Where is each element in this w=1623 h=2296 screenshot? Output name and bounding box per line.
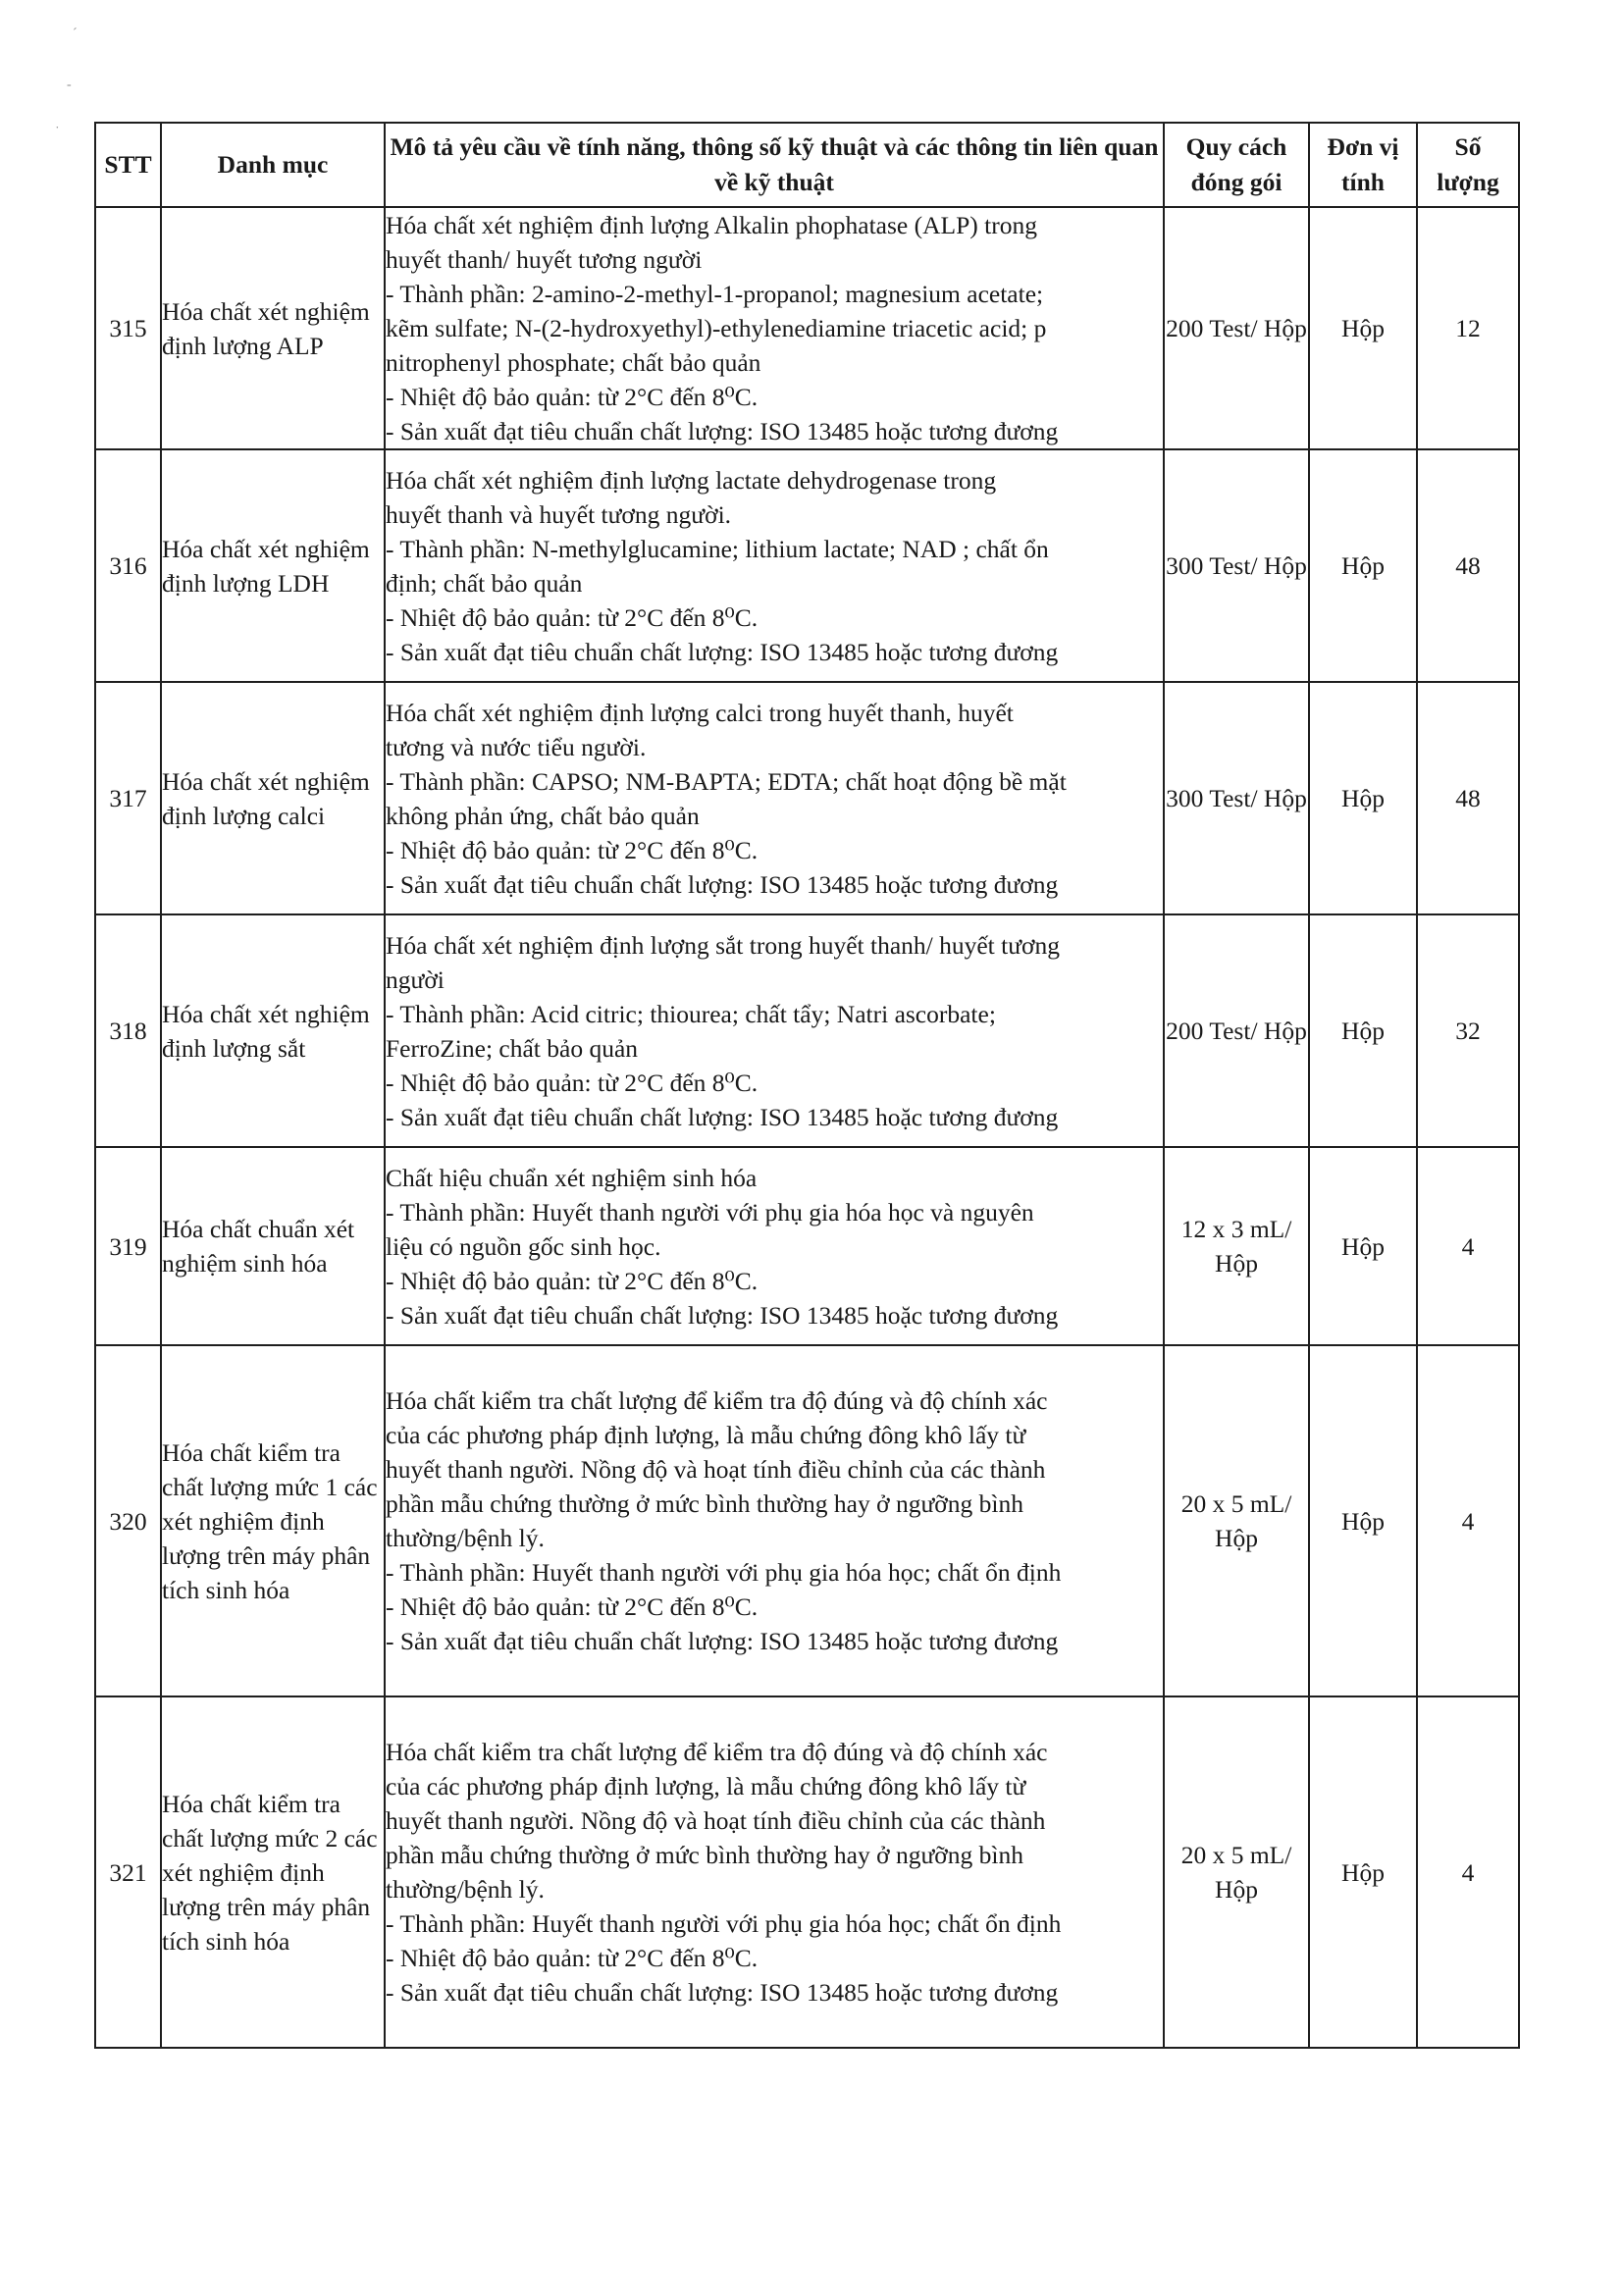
- row-packaging: 300 Test/ Hộp: [1164, 682, 1309, 914]
- description-line: huyết thanh người. Nồng độ và hoạt tính điều chỉnh của các thành: [386, 1806, 1046, 1835]
- row-packaging: 12 x 3 mL/ Hộp: [1164, 1147, 1309, 1345]
- description-line: Hóa chất kiểm tra chất lượng để kiểm tra độ đúng và độ chính xác: [386, 1386, 1048, 1415]
- row-quantity: 48: [1417, 682, 1519, 914]
- row-unit: Hộp: [1309, 1696, 1417, 2048]
- table-row: [95, 449, 1519, 682]
- description-line: liệu có nguồn gốc sinh học.: [386, 1231, 661, 1261]
- description-line: - Thành phần: Huyết thanh người với phụ gia hóa học và nguyên: [386, 1197, 1034, 1226]
- description-line: - Sản xuất đạt tiêu chuẩn chất lượng: ISO 13485 hoặc tương đương: [386, 1300, 1059, 1330]
- description-line: - Thành phần: Acid citric; thiourea; chất tẩy; Natri ascorbate;: [386, 999, 996, 1028]
- row-quantity: 4: [1417, 1147, 1519, 1345]
- description-line: Hóa chất xét nghiệm định lượng calci trong huyết thanh, huyết: [386, 698, 1014, 727]
- description-line: - Sản xuất đạt tiêu chuẩn chất lượng: ISO 13485 hoặc tương đương: [386, 1102, 1059, 1131]
- description-line: Chất hiệu chuẩn xét nghiệm sinh hóa: [386, 1163, 758, 1192]
- row-quantity: 48: [1417, 449, 1519, 682]
- row-category: Hóa chất xét nghiệm định lượng ALP: [161, 207, 385, 449]
- description-line: kẽm sulfate; N-(2-hydroxyethyl)-ethylenediamine triacetic acid; p: [386, 314, 1047, 342]
- row-unit: Hộp: [1309, 914, 1417, 1147]
- row-description: [385, 207, 1164, 449]
- description-line: - Nhiệt độ bảo quản: từ 2°C đến 8⁰C.: [386, 602, 759, 632]
- row-stt: 317: [95, 682, 161, 914]
- row-packaging: 300 Test/ Hộp: [1164, 449, 1309, 682]
- row-quantity: 32: [1417, 914, 1519, 1147]
- description-line: - Nhiệt độ bảo quản: từ 2°C đến 8⁰C.: [386, 1944, 759, 1972]
- description-line: Hóa chất xét nghiệm định lượng sắt trong huyết thanh/ huyết tương: [386, 930, 1061, 960]
- row-packaging: 200 Test/ Hộp: [1164, 207, 1309, 449]
- description-line: thường/bệnh lý.: [386, 1875, 545, 1904]
- table-row: [95, 1345, 1519, 1696]
- specification-table: [94, 122, 1520, 2049]
- description-line: không phản ứng, chất bảo quản: [386, 801, 700, 830]
- description-line: tương và nước tiểu người.: [386, 732, 647, 761]
- description-line: định; chất bảo quản: [386, 568, 583, 598]
- row-packaging: 20 x 5 mL/ Hộp: [1164, 1345, 1309, 1696]
- description-line: - Nhiệt độ bảo quản: từ 2°C đến 8⁰C.: [386, 1592, 759, 1621]
- row-category: Hóa chất kiểm tra chất lượng mức 1 các xét nghiệm định lượng trên máy phân tích sinh hóa: [161, 1345, 385, 1696]
- table-row: [95, 1696, 1519, 2048]
- scan-speck: ˙: [55, 125, 60, 139]
- scan-speck: -: [67, 78, 72, 92]
- description-line: - Sản xuất đạt tiêu chuẩn chất lượng: ISO 13485 hoặc tương đương: [386, 1627, 1059, 1655]
- row-description: [385, 449, 1164, 682]
- description-line: huyết thanh và huyết tương người.: [386, 499, 732, 529]
- description-line: của các phương pháp định lượng, là mẫu chứng đông khô lấy từ: [386, 1421, 1026, 1449]
- scan-speck: ˊ: [73, 26, 78, 41]
- table-row: [95, 682, 1519, 914]
- row-packaging: 200 Test/ Hộp: [1164, 914, 1309, 1147]
- table-header-row: [95, 123, 1519, 207]
- description-line: - Thành phần: Huyết thanh người với phụ gia hóa học; chất ổn định: [386, 1558, 1062, 1587]
- description-line: - Sản xuất đạt tiêu chuẩn chất lượng: ISO 13485 hoặc tương đương: [386, 637, 1059, 666]
- row-category: Hóa chất xét nghiệm định lượng calci: [161, 682, 385, 914]
- description-line: - Sản xuất đạt tiêu chuẩn chất lượng: ISO 13485 hoặc tương đương: [386, 417, 1059, 445]
- row-quantity: 12: [1417, 207, 1519, 449]
- row-stt: 319: [95, 1147, 161, 1345]
- description-line: - Nhiệt độ bảo quản: từ 2°C đến 8⁰C.: [386, 1068, 759, 1097]
- header-stt: STT: [95, 123, 161, 207]
- header-unit: Đơn vị tính: [1309, 123, 1417, 207]
- description-line: FerroZine; chất bảo quản: [386, 1033, 639, 1063]
- row-quantity: 4: [1417, 1696, 1519, 2048]
- row-description: [385, 1345, 1164, 1696]
- header-quantity: Số lượng: [1417, 123, 1519, 207]
- row-stt: 316: [95, 449, 161, 682]
- row-description: [385, 1696, 1164, 2048]
- header-packaging: Quy cách đóng gói: [1164, 123, 1309, 207]
- description-line: - Thành phần: N-methylglucamine; lithium lactate; NAD ; chất ổn: [386, 534, 1049, 563]
- row-quantity: 4: [1417, 1345, 1519, 1696]
- description-line: thường/bệnh lý.: [386, 1524, 545, 1552]
- description-line: - Thành phần: CAPSO; NM-BAPTA; EDTA; chất hoạt động bề mặt: [386, 766, 1067, 796]
- description-line: phần mẫu chứng thường ở mức bình thường hay ở ngưỡng bình: [386, 1841, 1024, 1869]
- row-description: [385, 682, 1164, 914]
- description-line: huyết thanh người. Nồng độ và hoạt tính điều chỉnh của các thành: [386, 1455, 1046, 1484]
- description-line: - Nhiệt độ bảo quản: từ 2°C đến 8⁰C.: [386, 1266, 759, 1295]
- description-line: phần mẫu chứng thường ở mức bình thường hay ở ngưỡng bình: [386, 1489, 1024, 1518]
- row-unit: Hộp: [1309, 1147, 1417, 1345]
- row-stt: 321: [95, 1696, 161, 2048]
- row-category: Hóa chất xét nghiệm định lượng LDH: [161, 449, 385, 682]
- row-unit: Hộp: [1309, 207, 1417, 449]
- row-category: Hóa chất chuẩn xét nghiệm sinh hóa: [161, 1147, 385, 1345]
- description-line: - Thành phần: Huyết thanh người với phụ gia hóa học; chất ổn định: [386, 1909, 1062, 1938]
- row-unit: Hộp: [1309, 1345, 1417, 1696]
- row-stt: 320: [95, 1345, 161, 1696]
- header-category: Danh mục: [161, 123, 385, 207]
- header-description: Mô tả yêu cầu về tính năng, thông số kỹ thuật và các thông tin liên quan về kỹ thuật: [385, 123, 1164, 207]
- description-line: Hóa chất kiểm tra chất lượng để kiểm tra độ đúng và độ chính xác: [386, 1738, 1048, 1766]
- description-line: - Thành phần: 2-amino-2-methyl-1-propanol; magnesium acetate;: [386, 280, 1044, 308]
- row-packaging: 20 x 5 mL/ Hộp: [1164, 1696, 1309, 2048]
- description-line: - Nhiệt độ bảo quản: từ 2°C đến 8⁰C.: [386, 383, 759, 411]
- row-category: Hóa chất kiểm tra chất lượng mức 2 các xét nghiệm định lượng trên máy phân tích sinh hóa: [161, 1696, 385, 2048]
- description-line: - Sản xuất đạt tiêu chuẩn chất lượng: ISO 13485 hoặc tương đương: [386, 1978, 1059, 2007]
- table-row: [95, 207, 1519, 449]
- row-description: [385, 914, 1164, 1147]
- description-line: huyết thanh/ huyết tương người: [386, 245, 703, 274]
- description-line: người: [386, 965, 445, 994]
- table-row: [95, 914, 1519, 1147]
- description-line: của các phương pháp định lượng, là mẫu chứng đông khô lấy từ: [386, 1772, 1026, 1800]
- row-unit: Hộp: [1309, 682, 1417, 914]
- row-description: [385, 1147, 1164, 1345]
- row-stt: 315: [95, 207, 161, 449]
- description-line: Hóa chất xét nghiệm định lượng Alkalin phophatase (ALP) trong: [386, 211, 1037, 239]
- description-line: - Sản xuất đạt tiêu chuẩn chất lượng: ISO 13485 hoặc tương đương: [386, 869, 1059, 899]
- row-category: Hóa chất xét nghiệm định lượng sắt: [161, 914, 385, 1147]
- row-unit: Hộp: [1309, 449, 1417, 682]
- table-row: [95, 1147, 1519, 1345]
- description-line: nitrophenyl phosphate; chất bảo quản: [386, 348, 761, 377]
- description-line: Hóa chất xét nghiệm định lượng lactate dehydrogenase trong: [386, 465, 997, 495]
- row-stt: 318: [95, 914, 161, 1147]
- description-line: - Nhiệt độ bảo quản: từ 2°C đến 8⁰C.: [386, 835, 759, 864]
